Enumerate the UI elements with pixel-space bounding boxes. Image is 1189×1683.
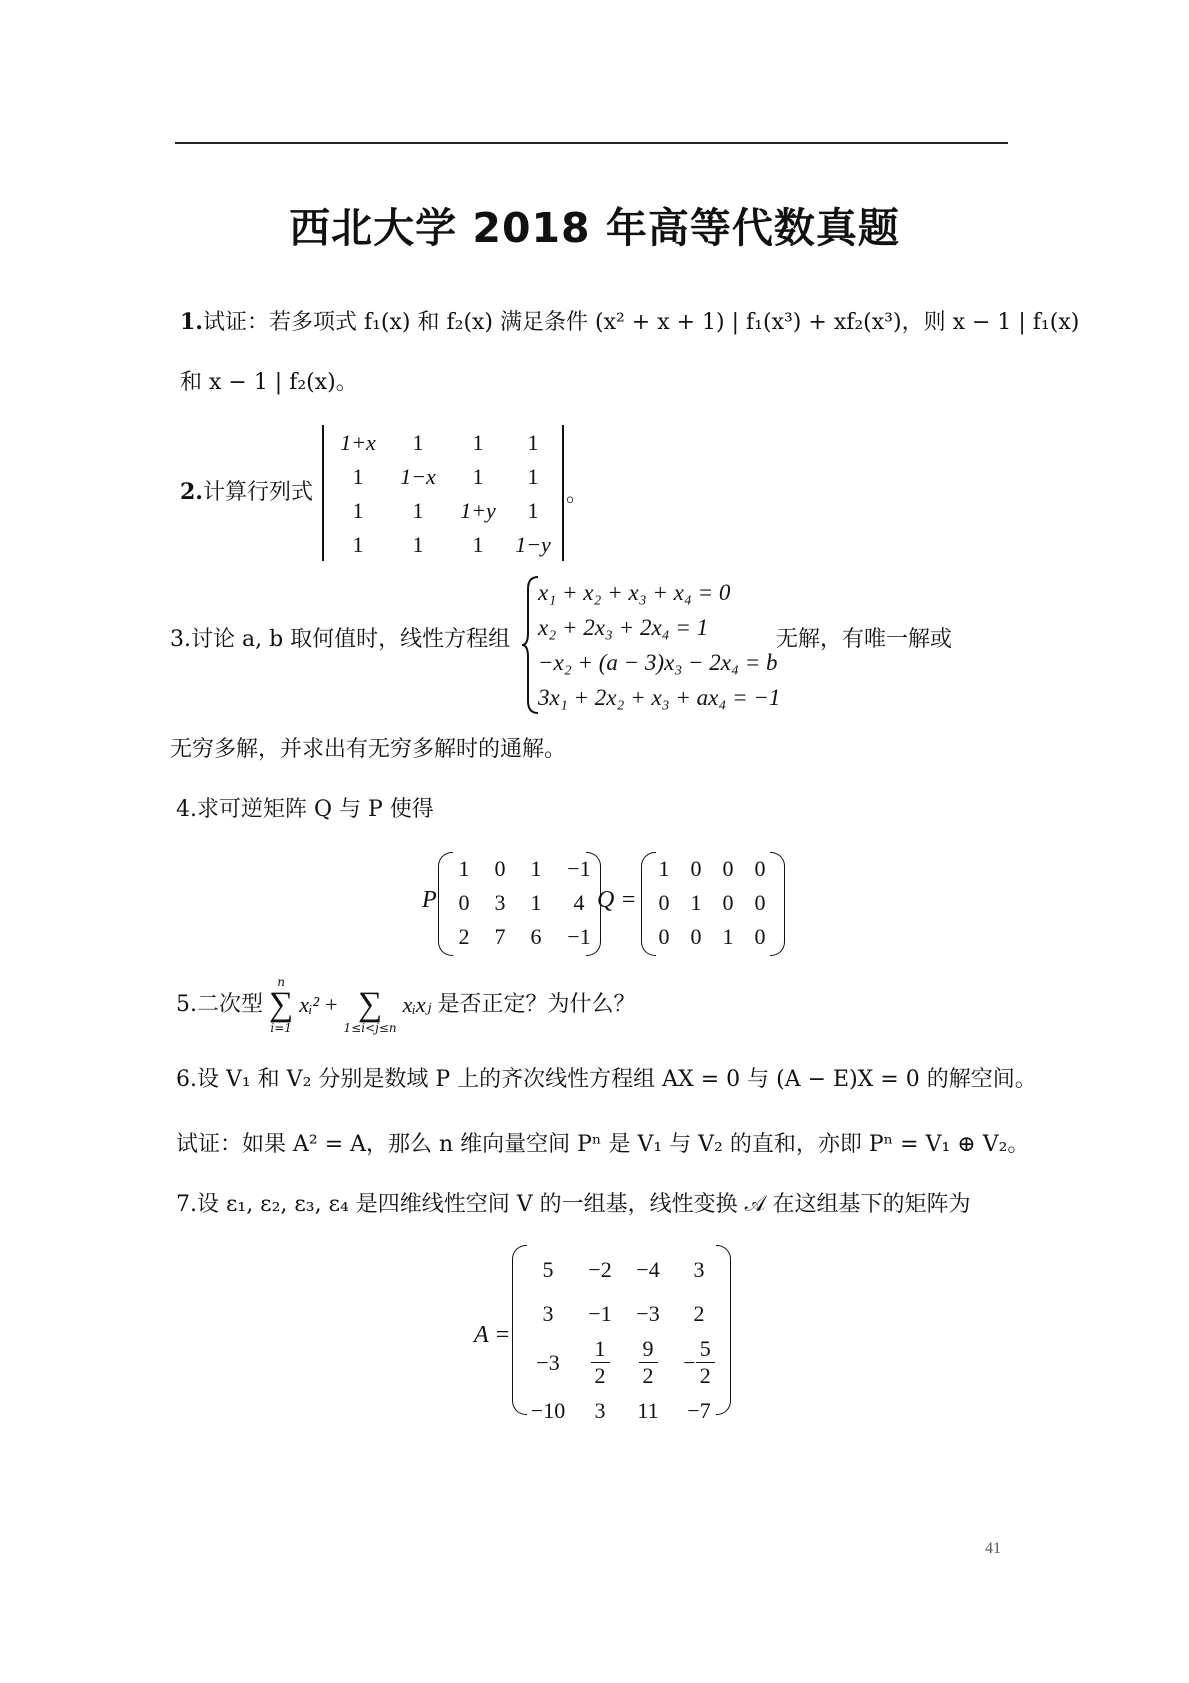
sum-1-term: xᵢ² (299, 992, 320, 1017)
sum-2-lower: 1≤i<j≤n (343, 1021, 397, 1035)
question-1-line2: 和 x − 1 | f₂(x)。 (180, 370, 358, 395)
sigma-icon: ∑ (357, 986, 383, 1023)
matrix-cell: 3 (542, 1301, 554, 1326)
matrix-cell: −3 (636, 1301, 660, 1326)
matrix-cell (624, 1336, 672, 1389)
question-3-after: 无解，有唯一解或 (776, 627, 953, 652)
matrix-cell: 3 (494, 890, 506, 915)
matrix-cell: 1−x (400, 464, 436, 489)
equation-line: 3x₁ + 2x₂ + x₃ + ax₄ = −1 (538, 685, 781, 710)
matrix-q-equals: Q = (597, 887, 637, 913)
matrix-cell: 1 (472, 464, 484, 489)
determinant-left-bar (322, 425, 324, 561)
matrix-cell: 1 (352, 498, 364, 523)
matrix-cell: 1 (472, 430, 484, 455)
matrix-cell: 1 (412, 532, 424, 557)
matrix-cell: −3 (536, 1349, 560, 1375)
question-6-line1: 6.设 V₁ 和 V₂ 分别是数域 P 上的齐次线性方程组 AX = 0 与 (A − E)X = 0 的解空间。 (176, 1067, 1037, 1092)
matrix-a (520, 1248, 726, 1433)
sum-2-term: xᵢxⱼ (402, 992, 432, 1017)
matrix-cell: 1 (530, 856, 542, 881)
matrix-cell: −1 (588, 1301, 612, 1326)
matrix-cell: 3 (594, 1398, 606, 1423)
matrix-cell: 3 (693, 1257, 705, 1282)
question-2-label (180, 477, 313, 508)
matrix-cell: −7 (687, 1398, 711, 1423)
sum-1-lower: i=1 (270, 1021, 292, 1035)
sigma-icon: ∑ (269, 986, 294, 1023)
matrix-row (520, 1336, 726, 1389)
matrix-cell: 4 (573, 890, 585, 915)
fraction-numerator: 9 (639, 1336, 658, 1363)
matrix-cell: 0 (658, 924, 670, 949)
sum-symbol-2 (344, 976, 397, 1034)
matrix-cell: 1 (527, 498, 539, 523)
matrix-cell: −2 (588, 1257, 612, 1282)
determinant-right-bar (562, 425, 564, 561)
matrix-p-label: P (422, 887, 437, 913)
matrix-cell: 1 (412, 430, 424, 455)
matrix-cell: 1 (722, 924, 734, 949)
matrix-cell: 0 (722, 856, 734, 881)
question-5 (176, 976, 635, 1034)
equation-line: −x₂ + (a − 3)x₃ − 2x₄ = b (538, 650, 778, 675)
fraction (696, 1336, 715, 1389)
left-matrix (446, 852, 604, 954)
equation-line: x₁ + x₂ + x₃ + x₄ = 0 (538, 580, 731, 605)
matrix-cell: 1 (530, 890, 542, 915)
question-2-text: 计算行列式 (202, 480, 313, 505)
matrix-cell: 0 (494, 856, 506, 881)
matrix-cell: 0 (658, 890, 670, 915)
matrix-cell: 11 (637, 1398, 659, 1423)
question-3-line2: 无穷多解，并求出有无穷多解时的通解。 (170, 737, 567, 762)
matrix-row (520, 1389, 726, 1433)
matrix-cell: 0 (754, 924, 766, 949)
right-matrix (648, 852, 776, 954)
matrix-cell: −1 (567, 924, 591, 949)
minus-sign: − (683, 1349, 696, 1375)
sum-1-upper: n (277, 975, 285, 989)
plus-sign: + (325, 992, 338, 1017)
matrix-row (520, 1248, 726, 1292)
question-1 (180, 307, 1079, 338)
matrix-cell: 5 (542, 1257, 554, 1282)
fraction-denominator: 2 (699, 1363, 711, 1388)
question-6-line2: 试证：如果 A² = A，那么 n 维向量空间 Pⁿ 是 V₁ 与 V₂ 的直和，亦即 Pⁿ = V₁ ⊕ V₂。 (176, 1132, 1030, 1157)
question-2-number: 2. (180, 479, 203, 505)
matrix-cell: −1 (567, 856, 591, 881)
page-number: 41 (985, 1540, 1001, 1557)
matrix-cell: 6 (530, 924, 542, 949)
equation-line: x₂ + 2x₃ + 2x₄ = 1 (538, 615, 709, 640)
fraction-denominator: 2 (642, 1363, 654, 1388)
fraction-numerator: 5 (696, 1336, 715, 1363)
question-1-text: 试证：若多项式 f₁(x) 和 f₂(x) 满足条件 (x² + x + 1) | f₁(x³) + xf₂(x³)，则 x − 1 | f₁(x) (202, 310, 1080, 335)
matrix-cell: 1 (690, 890, 702, 915)
matrix-cell: 2 (458, 924, 470, 949)
header-rule (175, 142, 1008, 144)
question-2-end: 。 (566, 482, 589, 507)
right-matrix-close (770, 852, 785, 956)
matrix-cell: 1 (527, 430, 539, 455)
fraction (591, 1336, 610, 1389)
matrix-cell: 1 (527, 464, 539, 489)
question-5-text: 是否正定？为什么？ (437, 992, 636, 1017)
matrix-cell: 1+x (340, 430, 376, 455)
question-1-number: 1. (180, 309, 203, 335)
matrix-cell: 0 (690, 924, 702, 949)
page-title: 西北大学 2018 年高等代数真题 (289, 204, 900, 252)
equation-system (538, 575, 780, 715)
matrix-cell: 1+y (460, 498, 496, 523)
fraction-numerator: 1 (591, 1336, 610, 1363)
matrix-cell: 1 (412, 498, 424, 523)
matrix-cell: 1−y (515, 532, 551, 557)
matrix-cell: 2 (693, 1301, 705, 1326)
matrix-cell: 1 (472, 532, 484, 557)
matrix-cell: −10 (530, 1398, 566, 1423)
matrix-cell: 0 (722, 890, 734, 915)
matrix-cell: 1 (658, 856, 670, 881)
question-7-line1: 7.设 ε₁, ε₂, ε₃, ε₄ 是四维线性空间 V 的一组基，线性变换 𝒜 在这组基下的矩阵为 (176, 1192, 971, 1217)
matrix-cell: 0 (458, 890, 470, 915)
question-4-label: 4.求可逆矩阵 Q 与 P 使得 (176, 797, 434, 822)
fraction-denominator: 2 (594, 1363, 606, 1388)
matrix-cell (576, 1336, 624, 1389)
fraction (639, 1336, 658, 1389)
question-3-label: 3.讨论 a, b 取何值时，线性方程组 (170, 627, 511, 652)
matrix-cell: 1 (458, 856, 470, 881)
matrix-cell: 0 (754, 856, 766, 881)
determinant-matrix (328, 426, 558, 562)
matrix-a-label: A = (474, 1322, 511, 1348)
sum-symbol-1 (269, 976, 293, 1034)
matrix-cell: 1 (352, 532, 364, 557)
matrix-row (520, 1292, 726, 1336)
matrix-cell: 0 (690, 856, 702, 881)
question-5-label: 5.二次型 (176, 992, 263, 1017)
matrix-cell: −4 (636, 1257, 660, 1282)
matrix-cell: 1 (352, 464, 364, 489)
matrix-a-close (716, 1245, 731, 1415)
matrix-cell: 7 (494, 924, 506, 949)
matrix-cell: 0 (754, 890, 766, 915)
